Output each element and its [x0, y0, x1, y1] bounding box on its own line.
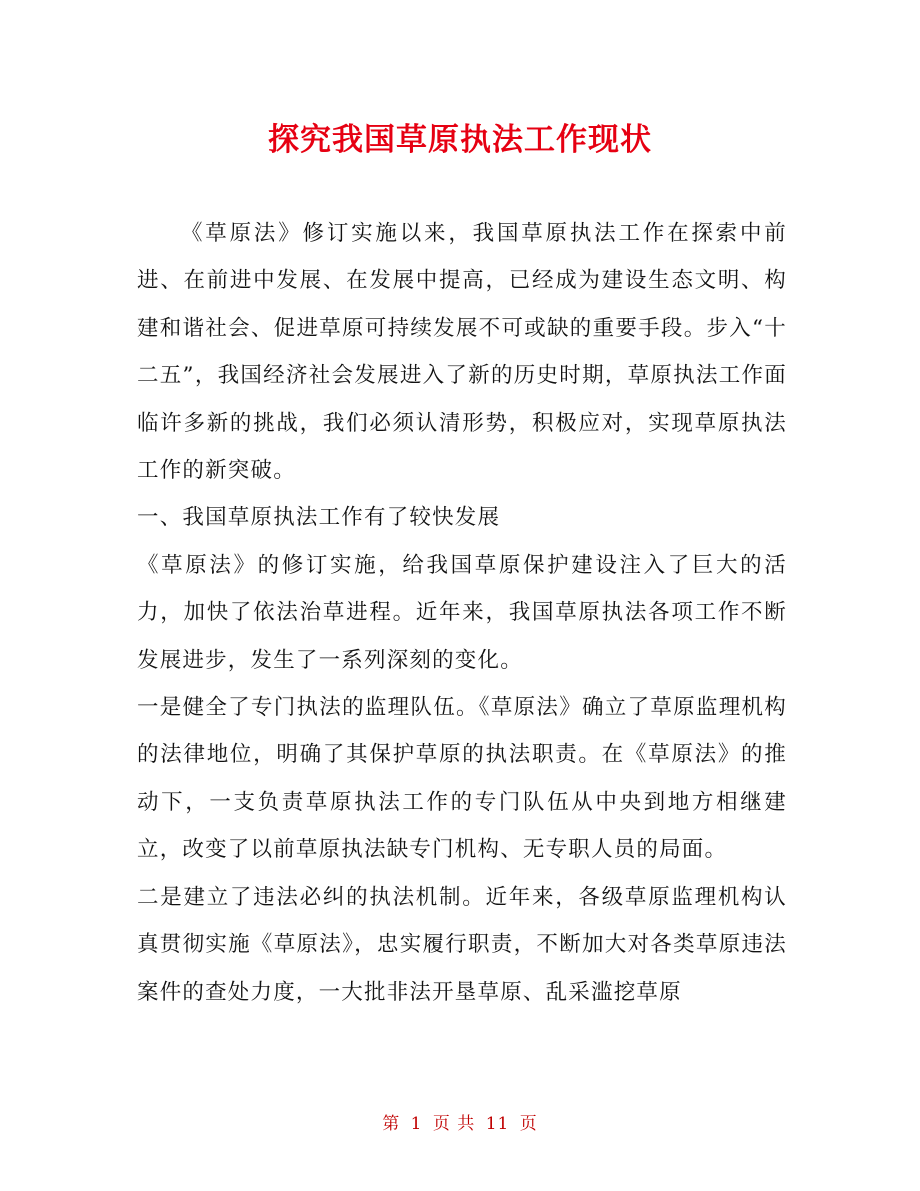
document-paragraph: 一是健全了专门执法的监理队伍。《草原法》确立了草原监理机构的法律地位，明确了其保护草原的执法职责。在《草原法》的推动下，一支负责草原执法工作的专门队伍从中央到地方相继建立，改变了以前草原执法缺专门机构、无专职人员的局面。	[137, 695, 787, 863]
footer-prefix: 第	[382, 1114, 401, 1134]
page-footer	[0, 1112, 920, 1136]
footer-current-page: 1	[410, 1114, 423, 1134]
document-title: 探究我国草原执法工作现状	[268, 122, 652, 158]
document-paragraph: 二是建立了违法必纠的执法机制。近年来，各级草原监理机构认真贯彻实施《草原法》，忠实履行职责，不断加大对各类草原违法案件的查处力度，一大批非法开垦草原、乱采滥挖草原	[137, 884, 787, 1005]
footer-suffix: 页	[519, 1114, 538, 1134]
document-paragraph: 一、我国草原执法工作有了较快发展	[137, 505, 501, 531]
document-paragraph: 《草原法》的修订实施，给我国草原保护建设注入了巨大的活力，加快了依法治草进程。近年来，我国草原执法各项工作不断发展进步，发生了一系列深刻的变化。	[137, 552, 787, 673]
footer-total-pages: 11	[485, 1114, 510, 1134]
document-body	[137, 210, 787, 1016]
footer-middle: 页 共	[432, 1114, 476, 1134]
document-paragraph: 《草原法》修订实施以来，我国草原执法工作在探索中前进、在前进中发展、在发展中提高，已经成为建设生态文明、构建和谐社会、促进草原可持续发展不可或缺的重要手段。步入“十二五”，我国经济社会发展进入了新的历史时期，草原执法工作面临许多新的挑战，我们必须认清形势，积极应对，实现草原执法工作的新突破。	[137, 221, 787, 484]
